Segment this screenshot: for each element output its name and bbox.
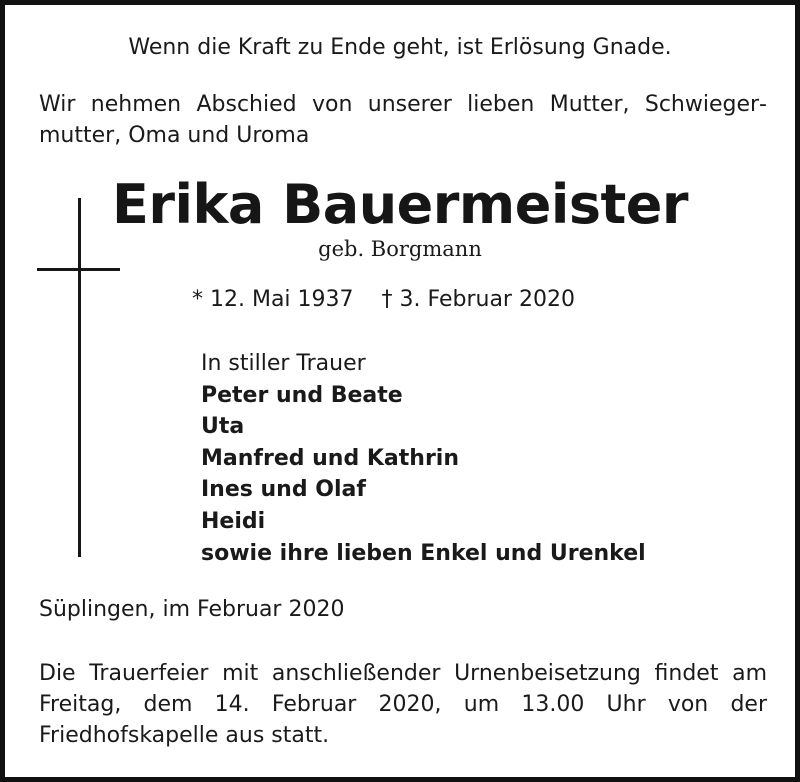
mourner-name: sowie ihre lieben Enkel und Urenkel [201, 540, 646, 566]
mourner-name: Uta [201, 414, 245, 440]
mourner-name: Ines und Olaf [201, 477, 366, 503]
cross-icon-crossbar [37, 268, 120, 271]
mourner-name: Heidi [201, 508, 266, 534]
mourner-name: Manfred und Kathrin [201, 445, 460, 471]
maiden-name: geb. Borgmann [318, 237, 482, 261]
mourner-name: Peter und Beate [201, 382, 403, 408]
birth-date: * 12. Mai 1937 [192, 287, 354, 312]
deceased-name: Erika Bauermeister [111, 173, 689, 236]
motto-quote: Wenn die Kraft zu Ende geht, ist Erlösung Gnade. [128, 35, 672, 60]
place-and-date: Süplingen, im Februar 2020 [39, 597, 345, 622]
intro-text: Wir nehmen Abschied von unserer lieben Mutter, Schwiegermutter, Oma und Uroma [39, 92, 767, 148]
mourners-block [201, 348, 646, 569]
mourners-heading: In stiller Trauer [201, 351, 366, 376]
funeral-info: Die Trauerfeier mit anschließender Urnenbeisetzung findet am Freitag, dem 14. Februar 2020, um 13.00 Uhr von der Friedhofskapelle aus statt. [39, 661, 767, 748]
life-dates [192, 287, 575, 312]
death-date: † 3. Februar 2020 [381, 287, 575, 312]
